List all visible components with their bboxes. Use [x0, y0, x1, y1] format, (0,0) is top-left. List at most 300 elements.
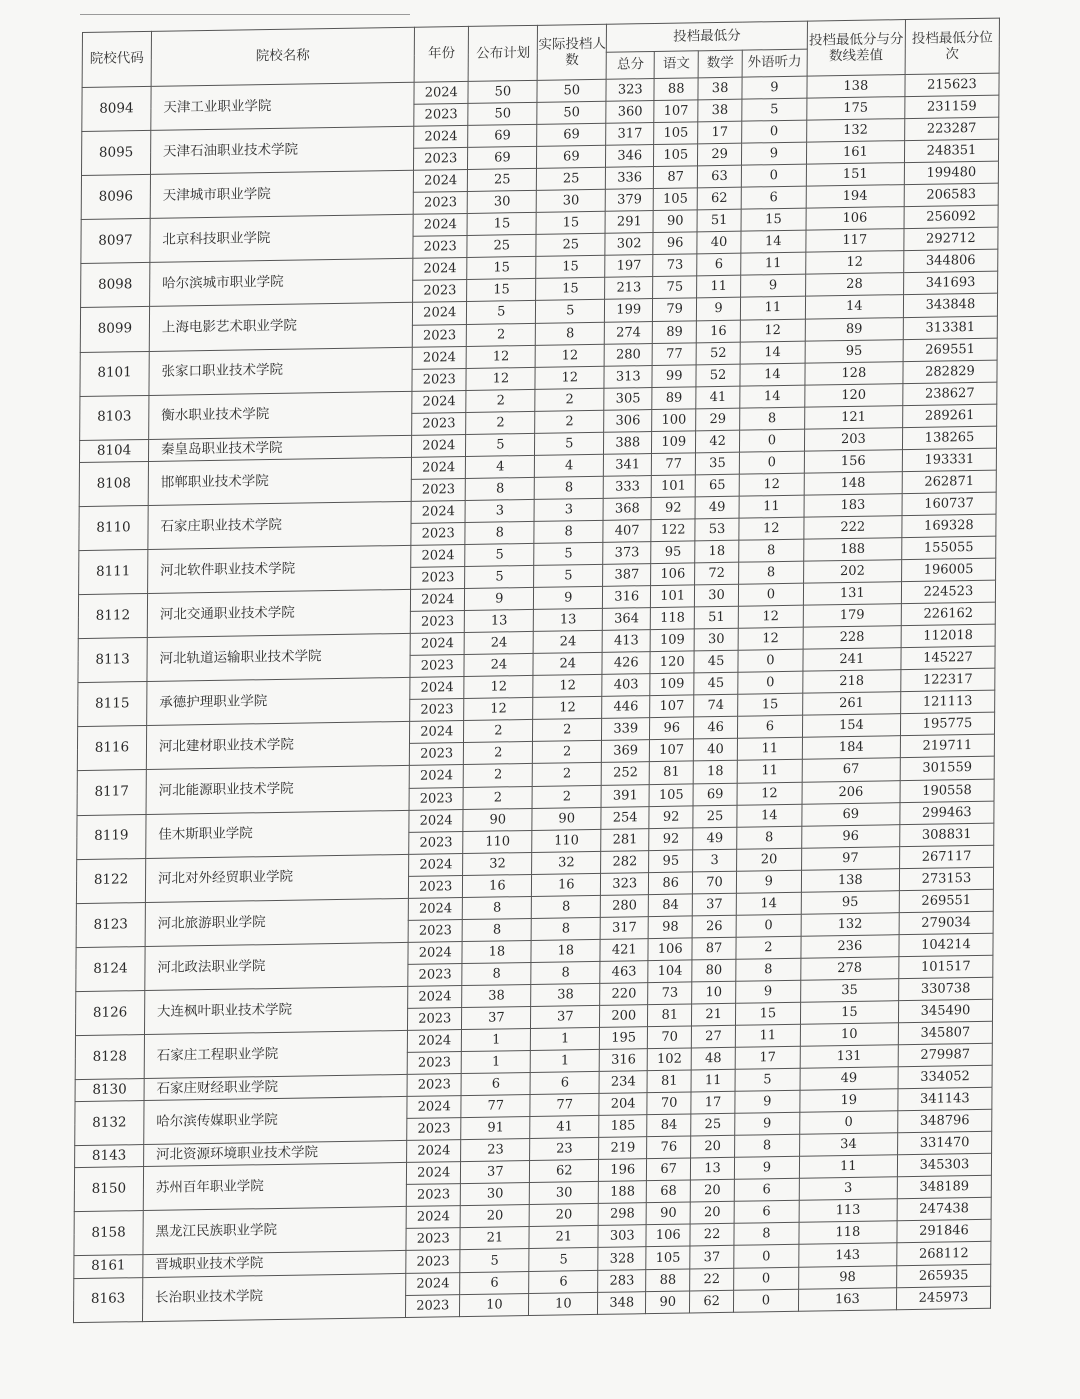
- cell-chinese: 76: [647, 1136, 691, 1159]
- cell-actual: 5: [535, 432, 604, 455]
- cell-math: 72: [695, 562, 739, 585]
- cell-actual: 5: [534, 564, 603, 587]
- cell-chinese: 95: [651, 541, 695, 564]
- cell-plan: 2: [464, 720, 533, 743]
- cell-actual: 12: [533, 697, 602, 720]
- cell-rank: 195775: [900, 713, 994, 737]
- cell-rank: 238627: [903, 382, 997, 406]
- cell-rank: 256092: [904, 205, 998, 229]
- cell-diff: 14: [805, 295, 903, 319]
- cell-diff: 194: [806, 185, 904, 209]
- school-name: 黑龙江民族职业学院: [143, 1207, 406, 1255]
- cell-diff: 28: [805, 273, 903, 297]
- cell-listening: 0: [738, 671, 803, 694]
- cell-chinese: 84: [647, 1114, 691, 1137]
- cell-diff: 113: [799, 1199, 897, 1223]
- cell-diff: 222: [804, 516, 902, 540]
- cell-rank: 344806: [904, 249, 998, 273]
- cell-listening: 8: [737, 826, 802, 849]
- cell-math: 52: [696, 342, 740, 365]
- cell-listening: 0: [736, 914, 801, 937]
- cell-listening: 11: [739, 495, 804, 518]
- cell-diff: 206: [802, 780, 900, 804]
- cell-diff: 163: [798, 1287, 896, 1311]
- cell-plan: 2: [463, 786, 532, 809]
- school-code: 8097: [81, 219, 150, 264]
- cell-math: 10: [692, 981, 736, 1004]
- cell-plan: 5: [465, 565, 534, 588]
- cell-rank: 224523: [901, 580, 995, 604]
- cell-rank: 341143: [898, 1087, 992, 1111]
- cell-actual: 77: [530, 1094, 599, 1117]
- school-code: 8108: [79, 461, 148, 506]
- cell-plan: 24: [464, 654, 533, 677]
- cell-math: 46: [694, 717, 738, 740]
- cell-year: 2024: [410, 633, 464, 656]
- cell-total: 317: [600, 916, 648, 939]
- cell-rank: 247438: [897, 1198, 991, 1222]
- cell-math: 27: [691, 1025, 735, 1048]
- admission-table-wrapper: [73, 18, 1000, 1323]
- cell-plan: 25: [468, 169, 537, 192]
- school-name: 天津工业职业学院: [151, 82, 414, 130]
- cell-year: 2023: [413, 192, 467, 215]
- cell-diff: 203: [804, 427, 902, 451]
- cell-diff: 95: [801, 890, 899, 914]
- cell-total: 316: [603, 586, 651, 609]
- header-name: 院校名称: [151, 27, 415, 86]
- cell-total: 220: [600, 983, 648, 1006]
- cell-plan: 32: [463, 852, 532, 875]
- cell-diff: 34: [799, 1133, 897, 1157]
- cell-listening: 9: [742, 76, 807, 99]
- cell-year: 2023: [409, 743, 463, 766]
- cell-diff: 128: [805, 361, 903, 385]
- cell-total: 317: [606, 123, 654, 146]
- cell-total: 252: [601, 762, 649, 785]
- cell-math: 70: [693, 871, 737, 894]
- cell-rank: 289261: [903, 404, 997, 428]
- school-code: 8116: [77, 726, 146, 771]
- cell-total: 316: [599, 1049, 647, 1072]
- cell-year: 2023: [412, 368, 466, 391]
- cell-diff: 69: [802, 802, 900, 826]
- cell-diff: 131: [800, 1045, 898, 1069]
- cell-plan: 18: [462, 940, 531, 963]
- cell-total: 388: [604, 431, 652, 454]
- cell-actual: 10: [529, 1292, 598, 1315]
- cell-chinese: 122: [651, 519, 695, 542]
- header-listening: 外语听力: [742, 49, 807, 77]
- header-chinese: 语文: [654, 51, 698, 79]
- cell-total: 323: [606, 79, 654, 102]
- cell-listening: 8: [734, 1223, 799, 1246]
- cell-math: 40: [697, 231, 741, 254]
- school-code: 8126: [75, 990, 144, 1035]
- cell-chinese: 104: [648, 960, 692, 983]
- cell-total: 463: [600, 961, 648, 984]
- cell-chinese: 73: [653, 254, 697, 277]
- cell-total: 333: [603, 475, 651, 498]
- cell-actual: 2: [532, 785, 601, 808]
- cell-rank: 330738: [899, 977, 993, 1001]
- cell-math: 22: [690, 1268, 734, 1291]
- cell-rank: 299463: [900, 801, 994, 825]
- cell-rank: 262871: [902, 470, 996, 494]
- cell-chinese: 100: [652, 409, 696, 432]
- table-body: [73, 73, 999, 1322]
- cell-actual: 8: [531, 917, 600, 940]
- school-name: 石家庄职业技术学院: [148, 501, 411, 549]
- cell-chinese: 105: [649, 783, 693, 806]
- cell-rank: 101517: [899, 955, 993, 979]
- cell-rank: 112018: [901, 624, 995, 648]
- cell-diff: 261: [802, 692, 900, 716]
- school-code: 8110: [79, 505, 148, 550]
- cell-math: 18: [695, 540, 739, 563]
- cell-chinese: 107: [650, 695, 694, 718]
- cell-listening: 11: [737, 738, 802, 761]
- cell-chinese: 107: [650, 739, 694, 762]
- cell-math: 53: [695, 518, 739, 541]
- cell-actual: 6: [529, 1270, 598, 1293]
- cell-rank: 308831: [900, 823, 994, 847]
- cell-total: 188: [599, 1181, 647, 1204]
- cell-listening: 5: [735, 1068, 800, 1091]
- cell-math: 29: [698, 143, 742, 166]
- cell-diff: 218: [803, 670, 901, 694]
- cell-year: 2023: [409, 787, 463, 810]
- cell-math: 20: [691, 1136, 735, 1159]
- cell-plan: 38: [462, 984, 531, 1007]
- cell-diff: 11: [799, 1155, 897, 1179]
- cell-diff: 143: [799, 1243, 897, 1267]
- cell-rank: 223287: [905, 117, 999, 141]
- admission-table: [73, 18, 1000, 1323]
- cell-total: 303: [598, 1225, 646, 1248]
- cell-math: 21: [692, 1003, 736, 1026]
- cell-chinese: 105: [654, 122, 698, 145]
- cell-listening: 0: [742, 120, 807, 143]
- cell-diff: 138: [807, 75, 905, 99]
- cell-listening: 0: [739, 451, 804, 474]
- cell-year: 2023: [410, 655, 464, 678]
- cell-actual: 21: [529, 1226, 598, 1249]
- cell-total: 348: [598, 1291, 646, 1314]
- cell-plan: 24: [465, 632, 534, 655]
- cell-actual: 15: [536, 212, 605, 235]
- cell-plan: 16: [463, 874, 532, 897]
- school-code: 8163: [73, 1277, 142, 1322]
- cell-listening: 11: [737, 760, 802, 783]
- school-name: 佳木斯职业学院: [146, 810, 409, 858]
- school-name: 河北轨道运输职业技术学院: [147, 634, 410, 682]
- cell-plan: 10: [460, 1293, 529, 1316]
- cell-plan: 15: [467, 279, 536, 302]
- cell-math: 11: [697, 276, 741, 299]
- cell-math: 51: [697, 209, 741, 232]
- cell-actual: 5: [536, 300, 605, 323]
- cell-diff: 278: [801, 957, 899, 981]
- school-name: 晋城职业技术学院: [143, 1251, 406, 1277]
- cell-plan: 90: [463, 808, 532, 831]
- cell-diff: 132: [801, 912, 899, 936]
- school-code: 8099: [80, 307, 149, 352]
- cell-listening: 9: [741, 142, 806, 165]
- cell-chinese: 84: [649, 894, 693, 917]
- cell-plan: 12: [466, 367, 535, 390]
- cell-year: 2024: [406, 1272, 460, 1295]
- cell-total: 280: [601, 894, 649, 917]
- school-code: 8158: [74, 1211, 143, 1256]
- cell-actual: 1: [531, 1049, 600, 1072]
- cell-actual: 90: [532, 807, 601, 830]
- cell-chinese: 92: [649, 828, 693, 851]
- cell-total: 426: [602, 652, 650, 675]
- cell-diff: 117: [806, 229, 904, 253]
- cell-listening: 12: [738, 627, 803, 650]
- school-code: 8124: [76, 946, 145, 991]
- cell-plan: 30: [461, 1183, 530, 1206]
- cell-math: 38: [698, 77, 742, 100]
- cell-listening: 14: [737, 804, 802, 827]
- cell-diff: 98: [798, 1265, 896, 1289]
- cell-plan: 30: [468, 191, 537, 214]
- school-name: 哈尔滨城市职业学院: [149, 259, 412, 307]
- cell-year: 2023: [414, 148, 468, 171]
- cell-math: 30: [695, 584, 739, 607]
- school-code: 8096: [81, 175, 150, 220]
- cell-chinese: 96: [650, 717, 694, 740]
- cell-year: 2023: [411, 478, 465, 501]
- cell-math: 17: [691, 1091, 735, 1114]
- cell-chinese: 109: [650, 629, 694, 652]
- cell-chinese: 90: [646, 1291, 690, 1314]
- cell-year: 2024: [412, 390, 466, 413]
- cell-rank: 282829: [903, 360, 997, 384]
- school-code: 8122: [76, 858, 145, 903]
- cell-math: 45: [694, 650, 738, 673]
- cell-plan: 2: [466, 389, 535, 412]
- cell-math: 42: [696, 430, 740, 453]
- header-diff: 投档最低分与分数线差值: [807, 20, 906, 77]
- cell-rank: 138265: [902, 426, 996, 450]
- cell-math: 26: [692, 915, 736, 938]
- cell-year: 2023: [411, 522, 465, 545]
- cell-chinese: 81: [647, 1070, 691, 1093]
- cell-listening: 0: [733, 1289, 798, 1312]
- cell-total: 339: [602, 718, 650, 741]
- school-code: 8150: [74, 1167, 143, 1212]
- cell-chinese: 101: [651, 475, 695, 498]
- cell-actual: 25: [537, 167, 606, 190]
- cell-year: 2023: [414, 103, 468, 126]
- cell-total: 234: [599, 1071, 647, 1094]
- cell-year: 2024: [407, 1096, 461, 1119]
- cell-plan: 2: [467, 323, 536, 346]
- cell-math: 62: [690, 1290, 734, 1313]
- cell-listening: 9: [741, 275, 806, 298]
- cell-total: 387: [603, 564, 651, 587]
- cell-plan: 91: [461, 1117, 530, 1140]
- cell-total: 369: [602, 740, 650, 763]
- cell-math: 22: [690, 1224, 734, 1247]
- cell-rank: 265935: [897, 1264, 991, 1288]
- header-math: 数学: [698, 50, 742, 78]
- cell-diff: 241: [803, 648, 901, 672]
- school-name: 苏州百年职业学院: [143, 1163, 406, 1211]
- cell-total: 185: [599, 1115, 647, 1138]
- cell-listening: 9: [735, 1090, 800, 1113]
- cell-actual: 38: [531, 983, 600, 1006]
- cell-math: 11: [691, 1069, 735, 1092]
- cell-plan: 25: [467, 235, 536, 258]
- cell-actual: 62: [530, 1160, 599, 1183]
- cell-rank: 160737: [902, 492, 996, 516]
- header-total: 总分: [606, 52, 654, 80]
- cell-rank: 219711: [900, 735, 994, 759]
- cell-total: 379: [605, 189, 653, 212]
- cell-chinese: 89: [653, 320, 697, 343]
- cell-year: 2023: [406, 1184, 460, 1207]
- cell-actual: 6: [530, 1072, 599, 1095]
- cell-math: 41: [696, 386, 740, 409]
- school-code: 8117: [77, 770, 146, 815]
- cell-total: 204: [599, 1093, 647, 1116]
- cell-total: 313: [604, 365, 652, 388]
- cell-math: 65: [695, 474, 739, 497]
- cell-diff: 151: [806, 163, 904, 187]
- cell-diff: 120: [805, 383, 903, 407]
- cell-actual: 69: [537, 145, 606, 168]
- cell-rank: 121113: [901, 690, 995, 714]
- cell-listening: 0: [741, 164, 806, 187]
- school-name: 上海电影艺术职业学院: [149, 303, 412, 351]
- cell-rank: 343848: [903, 294, 997, 318]
- cell-year: 2023: [408, 1008, 462, 1031]
- cell-math: 51: [694, 606, 738, 629]
- cell-total: 219: [599, 1137, 647, 1160]
- cell-rank: 279034: [899, 911, 993, 935]
- cell-plan: 5: [467, 301, 536, 324]
- cell-math: 20: [690, 1180, 734, 1203]
- school-name: 承德护理职业学院: [147, 678, 410, 726]
- cell-rank: 145227: [901, 646, 995, 670]
- cell-chinese: 75: [653, 276, 697, 299]
- school-code: 8101: [80, 351, 149, 396]
- cell-actual: 9: [534, 586, 603, 609]
- cell-total: 305: [604, 387, 652, 410]
- cell-plan: 4: [466, 455, 535, 478]
- cell-actual: 50: [537, 79, 606, 102]
- cell-plan: 5: [460, 1249, 529, 1272]
- cell-listening: 15: [741, 208, 806, 231]
- school-name: 河北旅游职业学院: [145, 898, 408, 946]
- cell-plan: 77: [461, 1095, 530, 1118]
- cell-math: 20: [690, 1202, 734, 1225]
- cell-total: 336: [606, 167, 654, 190]
- cell-actual: 13: [534, 608, 603, 631]
- cell-diff: 96: [801, 824, 899, 848]
- cell-diff: 121: [804, 405, 902, 429]
- cell-chinese: 81: [649, 761, 693, 784]
- cell-chinese: 77: [652, 342, 696, 365]
- cell-diff: 118: [799, 1221, 897, 1245]
- school-code: 8095: [81, 131, 150, 176]
- cell-diff: 12: [805, 251, 903, 275]
- cell-actual: 25: [536, 234, 605, 257]
- cell-chinese: 73: [648, 982, 692, 1005]
- cell-listening: 12: [740, 319, 805, 342]
- cell-rank: 199480: [904, 161, 998, 185]
- cell-math: 63: [697, 165, 741, 188]
- cell-math: 45: [694, 672, 738, 695]
- cell-actual: 12: [533, 675, 602, 698]
- cell-year: 2023: [407, 1074, 461, 1097]
- cell-chinese: 81: [648, 1004, 692, 1027]
- cell-listening: 12: [739, 473, 804, 496]
- cell-actual: 50: [537, 101, 606, 124]
- cell-total: 302: [605, 233, 653, 256]
- cell-total: 421: [600, 938, 648, 961]
- cell-listening: 9: [736, 870, 801, 893]
- cell-plan: 5: [465, 543, 534, 566]
- cell-listening: 14: [740, 363, 805, 386]
- cell-year: 2024: [411, 589, 465, 612]
- cell-math: 6: [697, 254, 741, 277]
- cell-diff: 89: [805, 317, 903, 341]
- cell-diff: 131: [803, 582, 901, 606]
- cell-chinese: 67: [647, 1158, 691, 1181]
- school-code: 8112: [78, 594, 147, 639]
- cell-listening: 9: [734, 1157, 799, 1180]
- school-code: 8130: [75, 1079, 144, 1102]
- cell-plan: 110: [463, 830, 532, 853]
- cell-math: 80: [692, 959, 736, 982]
- cell-year: 2023: [409, 875, 463, 898]
- cell-rank: 267117: [899, 845, 993, 869]
- cell-math: 49: [695, 496, 739, 519]
- cell-chinese: 89: [652, 387, 696, 410]
- cell-plan: 37: [462, 1006, 531, 1029]
- cell-chinese: 92: [651, 497, 695, 520]
- cell-listening: 5: [742, 98, 807, 121]
- cell-actual: 8: [534, 520, 603, 543]
- cell-rank: 268112: [897, 1242, 991, 1266]
- cell-diff: 35: [800, 979, 898, 1003]
- cell-year: 2023: [407, 1118, 461, 1141]
- cell-year: 2024: [409, 765, 463, 788]
- cell-math: 48: [691, 1047, 735, 1070]
- cell-rank: 231159: [905, 95, 999, 119]
- cell-total: 280: [604, 343, 652, 366]
- cell-plan: 2: [466, 411, 535, 434]
- cell-actual: 18: [531, 939, 600, 962]
- school-code: 8104: [79, 439, 148, 462]
- cell-actual: 69: [537, 123, 606, 146]
- cell-rank: 345807: [898, 1021, 992, 1045]
- cell-rank: 206583: [904, 183, 998, 207]
- cell-math: 37: [692, 893, 736, 916]
- cell-actual: 2: [535, 388, 604, 411]
- cell-actual: 30: [530, 1182, 599, 1205]
- cell-year: 2024: [413, 214, 467, 237]
- cell-plan: 8: [462, 962, 531, 985]
- cell-listening: 9: [735, 1112, 800, 1135]
- cell-rank: 313381: [903, 316, 997, 340]
- cell-math: 49: [693, 827, 737, 850]
- cell-actual: 24: [533, 653, 602, 676]
